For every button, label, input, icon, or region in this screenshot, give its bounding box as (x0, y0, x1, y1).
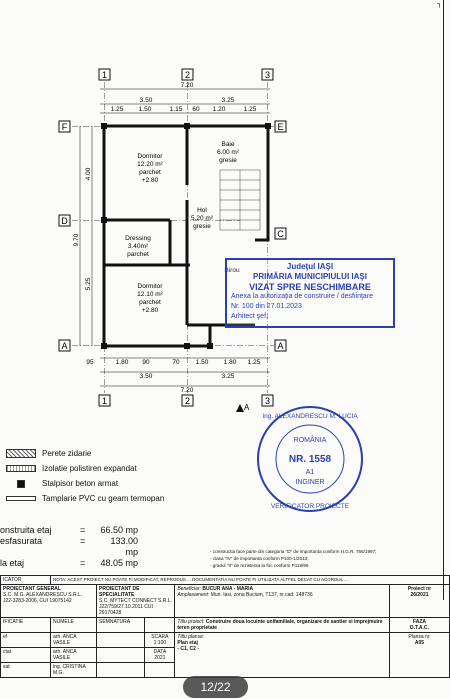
axis-label: 2 (184, 70, 191, 80)
plan-label: 12.10 m² (137, 291, 163, 298)
plan-label: parchet (139, 299, 161, 306)
axis-bubbles-top (99, 69, 273, 80)
plan-label: F (61, 122, 68, 132)
room-name: Hol (197, 207, 207, 214)
axis-label: 2 (184, 396, 191, 406)
plan-label: 1.80 (223, 359, 237, 366)
plan-label: 5.25 (85, 277, 92, 291)
plan-label: C (277, 229, 284, 239)
room-name: Dormitor (137, 283, 163, 290)
room-name: Dormitor (137, 153, 163, 160)
plan-label: 1.50 (195, 359, 209, 366)
axis-label: 1 (101, 70, 108, 80)
corner-mark: ⌐ (434, 2, 444, 8)
plan-label: 95 (86, 359, 94, 366)
plan-label: 3.50 (139, 97, 153, 104)
approval-stamp: Judeţul IAŞI PRIMĂRIA MUNICIPIULUI IAŞI VIZAT SPRE NESCHIMBARE Anexa la autorizaţia de construire / desfiinţare Nr. 100 din 27.01.2023 Arhitect şef, (225, 258, 395, 328)
room-name: Baie (221, 141, 235, 148)
plan-label: 5.20 m² (190, 215, 214, 222)
plan-label: NR. 1558 (288, 454, 332, 465)
room-name: Dressing (125, 235, 151, 242)
wall-hatch-icon (6, 449, 36, 458)
plan-label: A (277, 341, 284, 351)
plan-label: E (277, 122, 284, 132)
plan-label: 3.40m² (127, 243, 149, 250)
plan-label: 1.80 (115, 359, 129, 366)
plan-label: parchet (127, 251, 149, 258)
axis-label: 3 (264, 70, 271, 80)
plan-label: 60 (192, 106, 200, 113)
plan-label: parchet (139, 169, 161, 176)
plan-label: INGINER (295, 479, 325, 486)
axis-label: 3 (264, 396, 271, 406)
plan-label: VERIFICATOR PROIECTE (270, 503, 350, 510)
north-arrow-label: A (244, 403, 250, 412)
verifier-seal (255, 404, 365, 514)
plan-label: 1.20 (212, 106, 226, 113)
plan-label: A1 (305, 469, 315, 476)
plan-label: 3.25 (221, 373, 235, 380)
plan-label: 6.00 m² (216, 149, 240, 156)
plan-label: 1.15 (169, 106, 183, 113)
plan-label: 1.25 (247, 359, 261, 366)
room-name: Birou (224, 267, 240, 274)
plan-label: A (61, 341, 68, 351)
plan-label: 7.20 (180, 82, 194, 89)
page-indicator[interactable]: 12/22 (183, 676, 248, 698)
plan-label: 3.50 (139, 373, 153, 380)
plan-label: 3.25 (221, 97, 235, 104)
plan-label: ROMÂNIA (293, 437, 327, 444)
plan-label: D (61, 216, 68, 226)
section-arrow-icon (236, 404, 244, 412)
area-summary: onstruita etaj = 66.50 mp esfasurata = 133.00 mp la etaj = 48.05 mp (0, 525, 138, 568)
plan-label: 9.70 (73, 233, 80, 247)
plan-label: Ing. ALEXANDRESCU M. LUCIA (262, 413, 358, 420)
plan-label: gresie (193, 223, 211, 230)
column-icon (17, 480, 25, 488)
plan-label: 7.20 (180, 387, 194, 394)
plan-label: gresie (219, 157, 237, 164)
legend: Perete zidarie Izolatie polistiren expandat Stalpisor beton armat Tamplarie PVC cu geam termopan (6, 446, 164, 506)
plan-label: 90 (142, 359, 150, 366)
title-block: ICATOR NOTA: ACEST PROIECT NU POATE FI MODIFICAT, REPRODUS ... DOCUMENTATIA NU POATE FI UTILIZATA ALTFEL DECAT CU ACORDUL ... PROIECTANT GENERAL S.C. M.G. ALEXANDRESCU S.R.L. J22-3283-2006, CUI 19075142 PROIECTANT DE SPECIALITATE S.C. MYTECT CONNECT S.R.L. J22/759/27.10.2011 CUI 29170428 Beneficiar: BUCUR ANA - MARIA Amplasament: Mun. Iasi, zona Bucium, T137, nr.cad. 148736 Proiect nr 26/2021 IFICATIE NUMELE SEMNATURA Titlu proiect: Construire doua locuinte unifamiliale, organizare de santier si imprejmuire teren proprietate FAZA D.T.A.C. ef arh. ANCA VASILE SCARA 1:100 Titlu planse: Plan etaj - C1, C2 - Plansa nr. A05 ctat arh. ANCA VASILE DATA 2021 sat ing. CRISTINA M.G. (0, 575, 450, 699)
window-icon (6, 496, 36, 501)
plan-label: 12.20 m² (137, 161, 163, 168)
plan-label: 4.00 (85, 167, 92, 181)
plan-label: 1.25 (110, 106, 124, 113)
insulation-hatch-icon (6, 465, 36, 472)
axis-label: 1 (101, 396, 108, 406)
plan-label: 1.50 (138, 106, 152, 113)
plan-label: +2.80 (141, 307, 159, 314)
plan-label: 1.25 (243, 106, 257, 113)
plan-label: 70 (172, 359, 180, 366)
plan-label: +2.80 (141, 177, 159, 184)
notes: - constructia face parte din categoria "D" de importanta conform H.G.R. 766/1997; - clasa "IV" de importanta conform P100-1/2013; - gradul "II" de rezistenta la foc conform P118/99 (210, 549, 377, 568)
